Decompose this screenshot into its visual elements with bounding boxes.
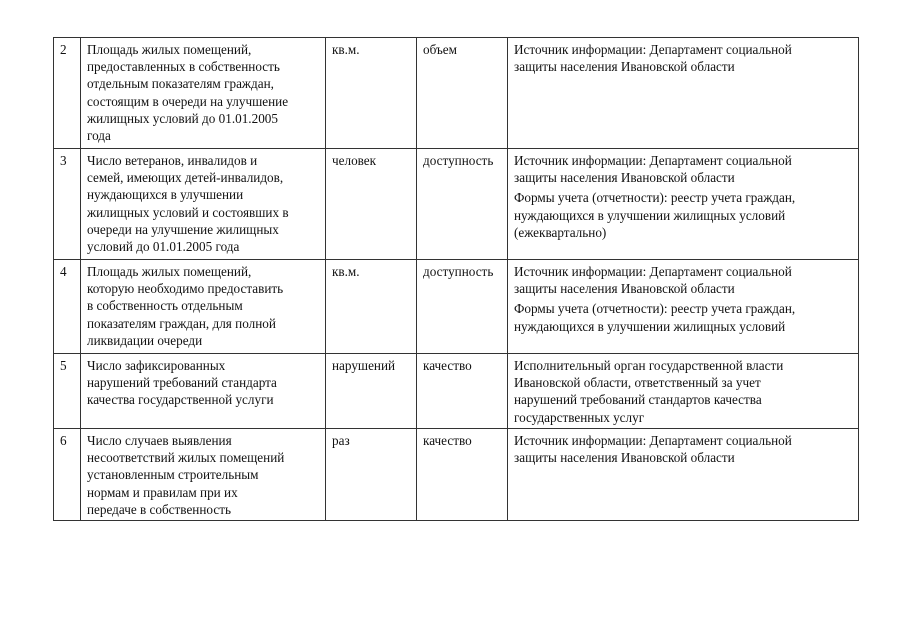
indicator-name-line: жилищных условий и состоявших в: [87, 204, 289, 220]
indicator-name: [81, 149, 326, 260]
indicator-name-line: установленным строительным: [87, 467, 259, 483]
indicators-table-body: [54, 38, 859, 521]
indicator-name-line: Число случаев выявления: [87, 433, 232, 448]
indicator-name-line: года: [87, 128, 111, 144]
row-number: 4: [54, 260, 81, 354]
indicator-name-line: показателям граждан, для полной: [87, 315, 276, 331]
information-source: [508, 149, 859, 260]
indicator-name-line: которую необходимо предоставить: [87, 281, 284, 297]
indicator-type: доступность: [417, 260, 508, 354]
indicator-type: качество: [417, 429, 508, 521]
source-line: нуждающихся в улучшении жилищных условий: [514, 207, 786, 223]
source-line: защиты населения Ивановской области: [514, 59, 735, 75]
source-paragraph: [514, 152, 854, 186]
indicator-name-line: в собственность отдельным: [87, 298, 243, 314]
source-line: государственных услуг: [514, 409, 645, 425]
table-row: [54, 149, 859, 260]
unit-of-measure: нарушений: [326, 354, 417, 429]
indicator-name-line: Число ветеранов, инвалидов и: [87, 153, 258, 168]
indicator-name: [81, 260, 326, 354]
table-row: [54, 260, 859, 354]
indicator-name-line: Число зафиксированных: [87, 358, 226, 373]
indicator-name-line: состоящим в очереди на улучшение: [87, 93, 289, 109]
information-source: [508, 354, 859, 429]
row-number: 3: [54, 149, 81, 260]
indicator-name-line: нарушений требований стандарта: [87, 375, 277, 391]
indicator-name-line: передаче в собственность: [87, 501, 231, 517]
indicators-table: [53, 37, 859, 521]
indicator-name-line: ликвидации очереди: [87, 332, 203, 348]
indicator-name-line: жилищных условий до 01.01.2005: [87, 110, 278, 126]
unit-of-measure: кв.м.: [326, 38, 417, 149]
source-line: Источник информации: Департамент социальной: [514, 42, 792, 57]
table-row: [54, 38, 859, 149]
unit-of-measure: кв.м.: [326, 260, 417, 354]
source-paragraph: [514, 300, 854, 334]
unit-of-measure: раз: [326, 429, 417, 521]
information-source: [508, 429, 859, 521]
source-line: защиты населения Ивановской области: [514, 170, 735, 186]
table-row: [54, 354, 859, 429]
row-number: 2: [54, 38, 81, 149]
source-line: (ежеквартально): [514, 224, 607, 240]
table-row: [54, 429, 859, 521]
indicator-name-line: отдельным показателям граждан,: [87, 76, 274, 92]
indicator-type: доступность: [417, 149, 508, 260]
row-number: 6: [54, 429, 81, 521]
information-source: [508, 260, 859, 354]
indicator-name: [81, 429, 326, 521]
indicator-name-line: нормам и правилам при их: [87, 484, 238, 500]
source-line: нуждающихся в улучшении жилищных условий: [514, 318, 786, 334]
indicator-name-line: условий до 01.01.2005 года: [87, 239, 240, 255]
source-line: Источник информации: Департамент социальной: [514, 153, 792, 168]
source-paragraph: [514, 41, 854, 75]
indicator-name-line: нуждающихся в улучшении: [87, 187, 244, 203]
indicator-name-line: несоответствий жилых помещений: [87, 450, 285, 466]
source-line: Формы учета (отчетности): реестр учета граждан,: [514, 301, 796, 317]
source-paragraph: [514, 263, 854, 297]
row-number: 5: [54, 354, 81, 429]
indicator-name-line: качества государственной услуги: [87, 392, 274, 408]
information-source: [508, 38, 859, 149]
indicator-name: [81, 354, 326, 429]
source-line: Формы учета (отчетности): реестр учета граждан,: [514, 190, 796, 206]
source-line: защиты населения Ивановской области: [514, 450, 735, 466]
indicator-type: качество: [417, 354, 508, 429]
source-paragraph: [514, 357, 854, 426]
source-line: защиты населения Ивановской области: [514, 281, 735, 297]
indicator-name-line: очереди на улучшение жилищных: [87, 221, 279, 237]
indicator-type: объем: [417, 38, 508, 149]
source-line: нарушений требований стандартов качества: [514, 392, 762, 408]
indicator-name-line: Площадь жилых помещений,: [87, 264, 252, 279]
indicator-name-line: предоставленных в собственность: [87, 59, 280, 75]
source-paragraph: [514, 432, 854, 466]
unit-of-measure: человек: [326, 149, 417, 260]
indicator-name: [81, 38, 326, 149]
source-line: Ивановской области, ответственный за учет: [514, 375, 761, 391]
indicator-name-line: Площадь жилых помещений,: [87, 42, 252, 57]
source-paragraph: [514, 189, 854, 241]
indicator-name-line: семей, имеющих детей-инвалидов,: [87, 170, 284, 186]
source-line: Источник информации: Департамент социальной: [514, 433, 792, 448]
source-line: Источник информации: Департамент социальной: [514, 264, 792, 279]
source-line: Исполнительный орган государственной власти: [514, 358, 784, 373]
